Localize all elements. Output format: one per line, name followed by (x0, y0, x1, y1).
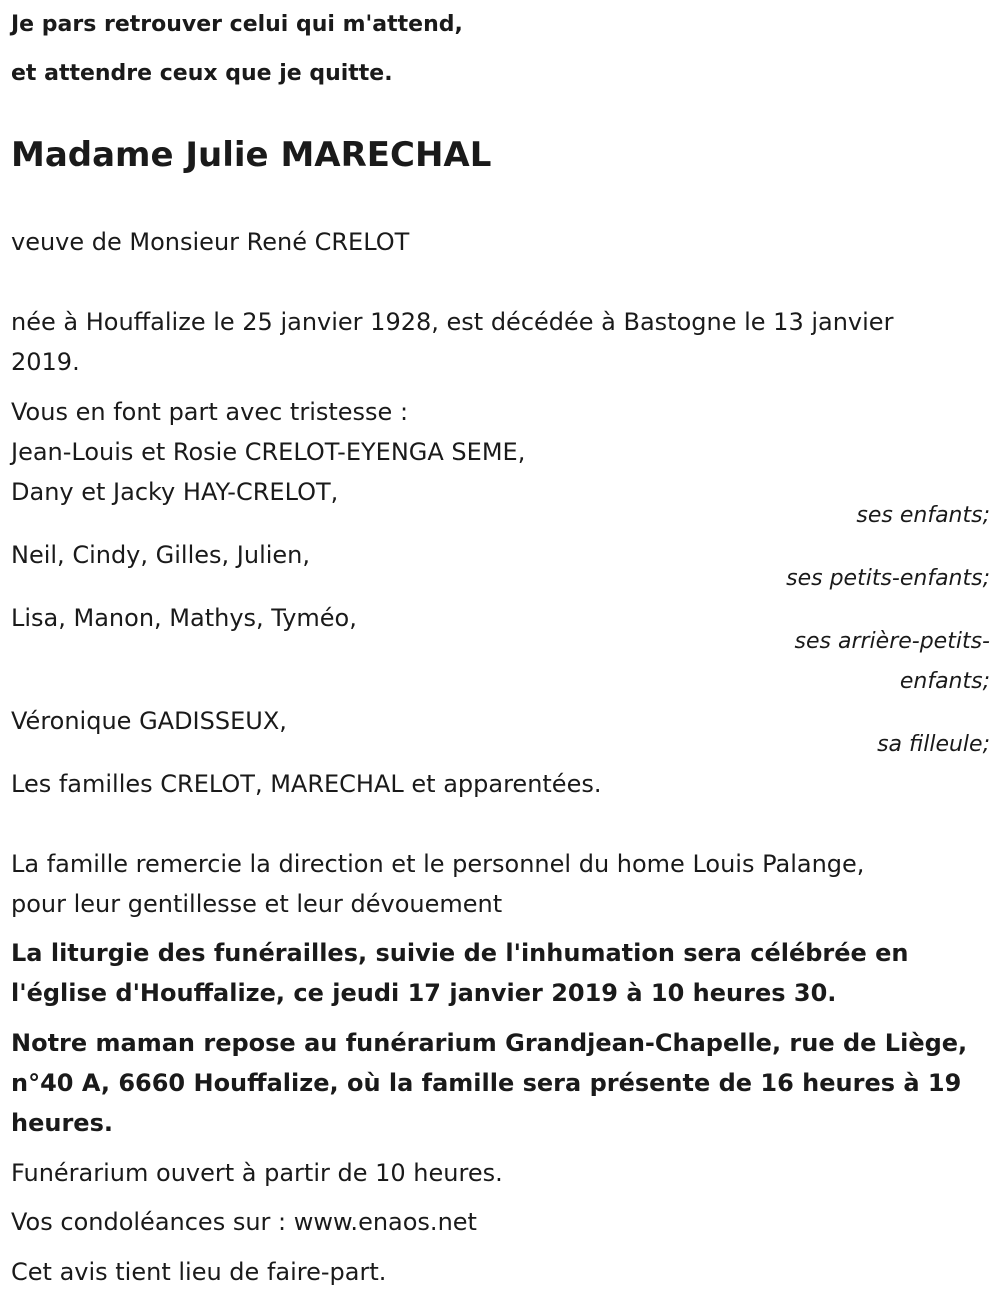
birth-death-line-2: 2019. (11, 348, 80, 376)
great-grandchildren-role-line-1: ses arrière-petits- (794, 629, 990, 654)
children-line-2: Dany et Jacky HAY-CRELOT, (11, 478, 339, 506)
deceased-name: Madame Julie MARECHAL (11, 135, 492, 175)
viewing-line-1: Notre maman repose au funérarium Grandjean-Chapelle, rue de Liège, (11, 1029, 968, 1057)
family-intro: Vous en font part avec tristesse : (11, 398, 409, 426)
great-grandchildren-line: Lisa, Manon, Mathys, Tyméo, (11, 604, 357, 632)
grandchildren-line: Neil, Cindy, Gilles, Julien, (11, 541, 311, 569)
funeral-line-1: La liturgie des funérailles, suivie de l'inhumation sera célébrée en (11, 939, 909, 967)
thanks-line-1: La famille remercie la direction et le personnel du home Louis Palange, (11, 850, 865, 878)
children-line-1: Jean-Louis et Rosie CRELOT-EYENGA SEME, (11, 438, 526, 466)
condolences-line: Vos condoléances sur : www.enaos.net (11, 1208, 477, 1236)
families-line: Les familles CRELOT, MARECHAL et apparentées. (11, 770, 602, 798)
goddaughter-role: sa filleule; (877, 732, 990, 757)
spouse-line: veuve de Monsieur René CRELOT (11, 228, 410, 256)
goddaughter-line: Véronique GADISSEUX, (11, 707, 287, 735)
grandchildren-role: ses petits-enfants; (786, 566, 990, 591)
epigraph-line-2: et attendre ceux que je quitte. (11, 61, 393, 86)
children-role: ses enfants; (856, 503, 990, 528)
viewing-line-2: n°40 A, 6660 Houffalize, où la famille sera présente de 16 heures à 19 (11, 1069, 962, 1097)
thanks-line-2: pour leur gentillesse et leur dévouement (11, 890, 503, 918)
funeral-line-2: l'église d'Houffalize, ce jeudi 17 janvier 2019 à 10 heures 30. (11, 979, 837, 1007)
viewing-line-3: heures. (11, 1109, 113, 1137)
epigraph-line-1: Je pars retrouver celui qui m'attend, (11, 12, 463, 37)
birth-death-line-1: née à Houffalize le 25 janvier 1928, est décédée à Bastogne le 13 janvier (11, 308, 894, 336)
notice-line: Cet avis tient lieu de faire-part. (11, 1258, 387, 1286)
funerarium-opening: Funérarium ouvert à partir de 10 heures. (11, 1159, 503, 1187)
great-grandchildren-role-line-2: enfants; (899, 669, 990, 694)
